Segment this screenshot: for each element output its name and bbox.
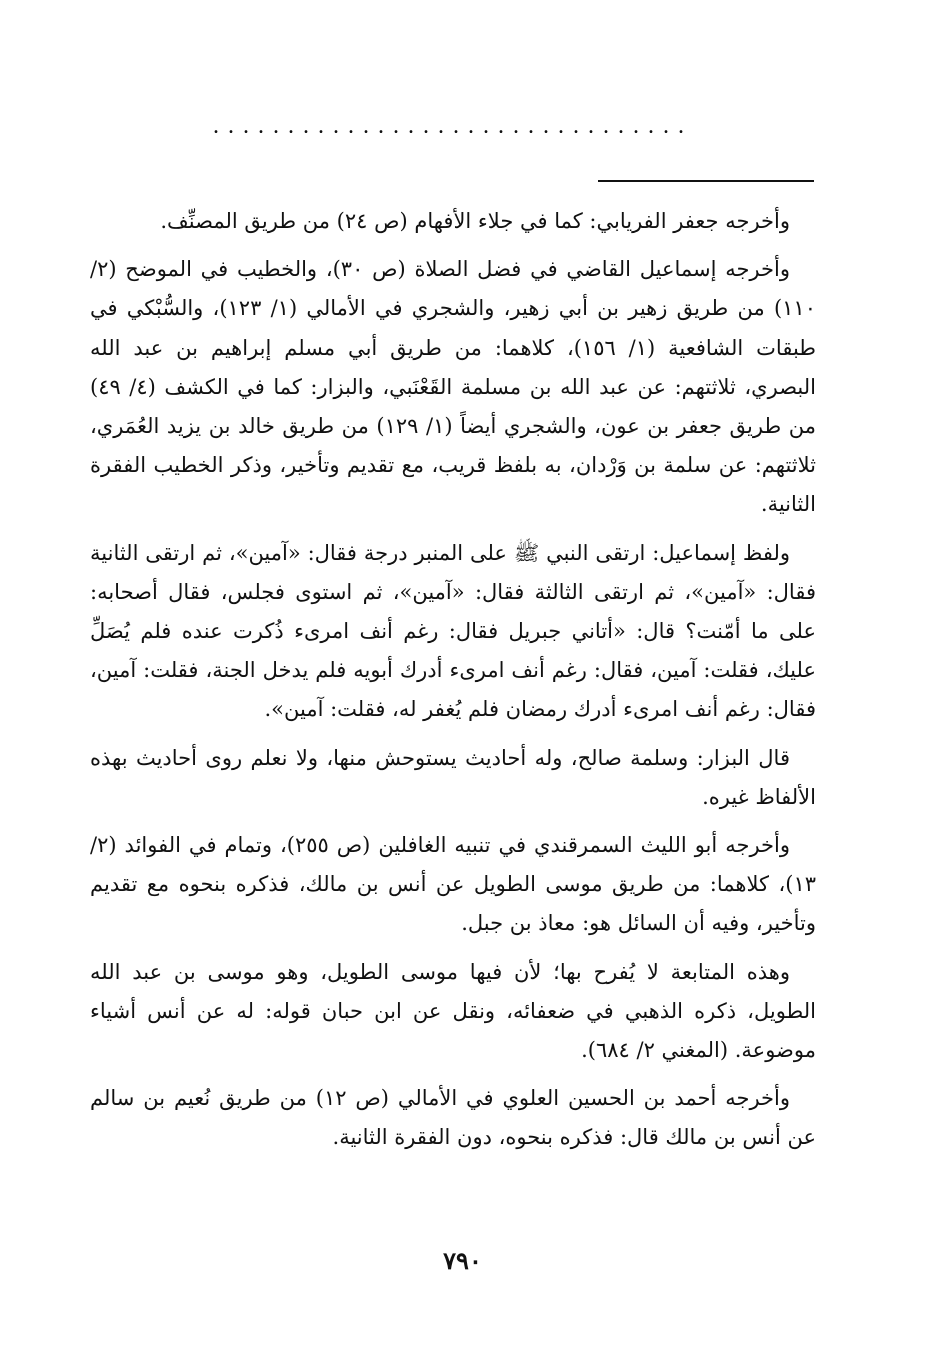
dotted-separator: ................................ [213,113,693,139]
footnote-text [90,202,816,1167]
paragraph-6: وهذه المتابعة لا يُفرح بها؛ لأن فيها موسى الطويل، وهو موسى بن عبد الله الطويل، ذكره الذهبي في ضعفائه، ونقل عن ابن حبان قوله: له عن أنس أشياء موضوعة. (المغني ٢/ ٦٨٤). [90,959,816,1063]
paragraph-4: قال البزار: وسلمة صالح، وله أحاديث يستوحش منها، ولا نعلم روى أحاديث بهذه الألفاظ غيره. [90,745,816,809]
paragraph-1: وأخرجه جعفر الفريابي: كما في جلاء الأفهام (ص ٢٤) من طريق المصنِّف. [160,209,790,233]
paragraph-5: وأخرجه أبو الليث السمرقندي في تنبيه الغافلين (ص ٢٥٥)، وتمام في الفوائد (٢/ ١٣)، كلاهما: من طريق موسى الطويل عن أنس بن مالك، فذكره بنحوه مع تقديم وتأخير، وفيه أن السائل هو: معاذ بن جبل. [90,833,816,936]
paragraph-3: ولفظ إسماعيل: ارتقى النبي ﷺ على المنبر درجة فقال: «آمين»، ثم ارتقى الثانية فقال: «آمين»، ثم ارتقى الثالثة فقال: «آمين»، ثم استوى فجلس، فقال أصحابه: على ما أمّنت؟ قال: «أتاني جبريل فقال: رغم أنف امرىء ذُكرت عنده فلم يُصَلِّ عليك، فقلت: آمين، فقال: رغم أنف امرىء أدرك أبويه فلم يدخل الجنة، فقلت: آمين، فقال: رغم أنف امرىء أدرك رمضان فلم يُغفر له، فقلت: آمين». [90,540,816,722]
footnote-rule [598,180,814,182]
paragraph-2: وأخرجه إسماعيل القاضي في فضل الصلاة (ص ٣٠)، والخطيب في الموضح (٢/ ١١٠) من طريق زهير بن أبي زهير، والشجري في الأمالي (١/ ١٢٣)، والسُّبْكي في طبقات الشافعية (١/ ١٥٦)، كلاهما: من طريق أبي مسلم إبراهيم بن عبد الله البصري، ثلاثتهم: عن عبد الله بن مسلمة القَعْنَبي، والبزار: كما في الكشف (٤/ ٤٩) من طريق جعفر بن عون، والشجري أيضاً (١/ ١٢٩) من طريق خالد بن يزيد العُمَري، ثلاثتهم: عن سلمة بن وَرْدان، به بلفظ قريب، مع تقديم وتأخير، وذكر الخطيب الفقرة الثانية. [90,257,816,517]
page-number: ٧٩٠ [443,1246,482,1275]
paragraph-7: وأخرجه أحمد بن الحسين العلوي في الأمالي (ص ١٢) من طريق نُعيم بن سالم عن أنس بن مالك قال: فذكره بنحوه، دون الفقرة الثانية. [90,1086,816,1150]
